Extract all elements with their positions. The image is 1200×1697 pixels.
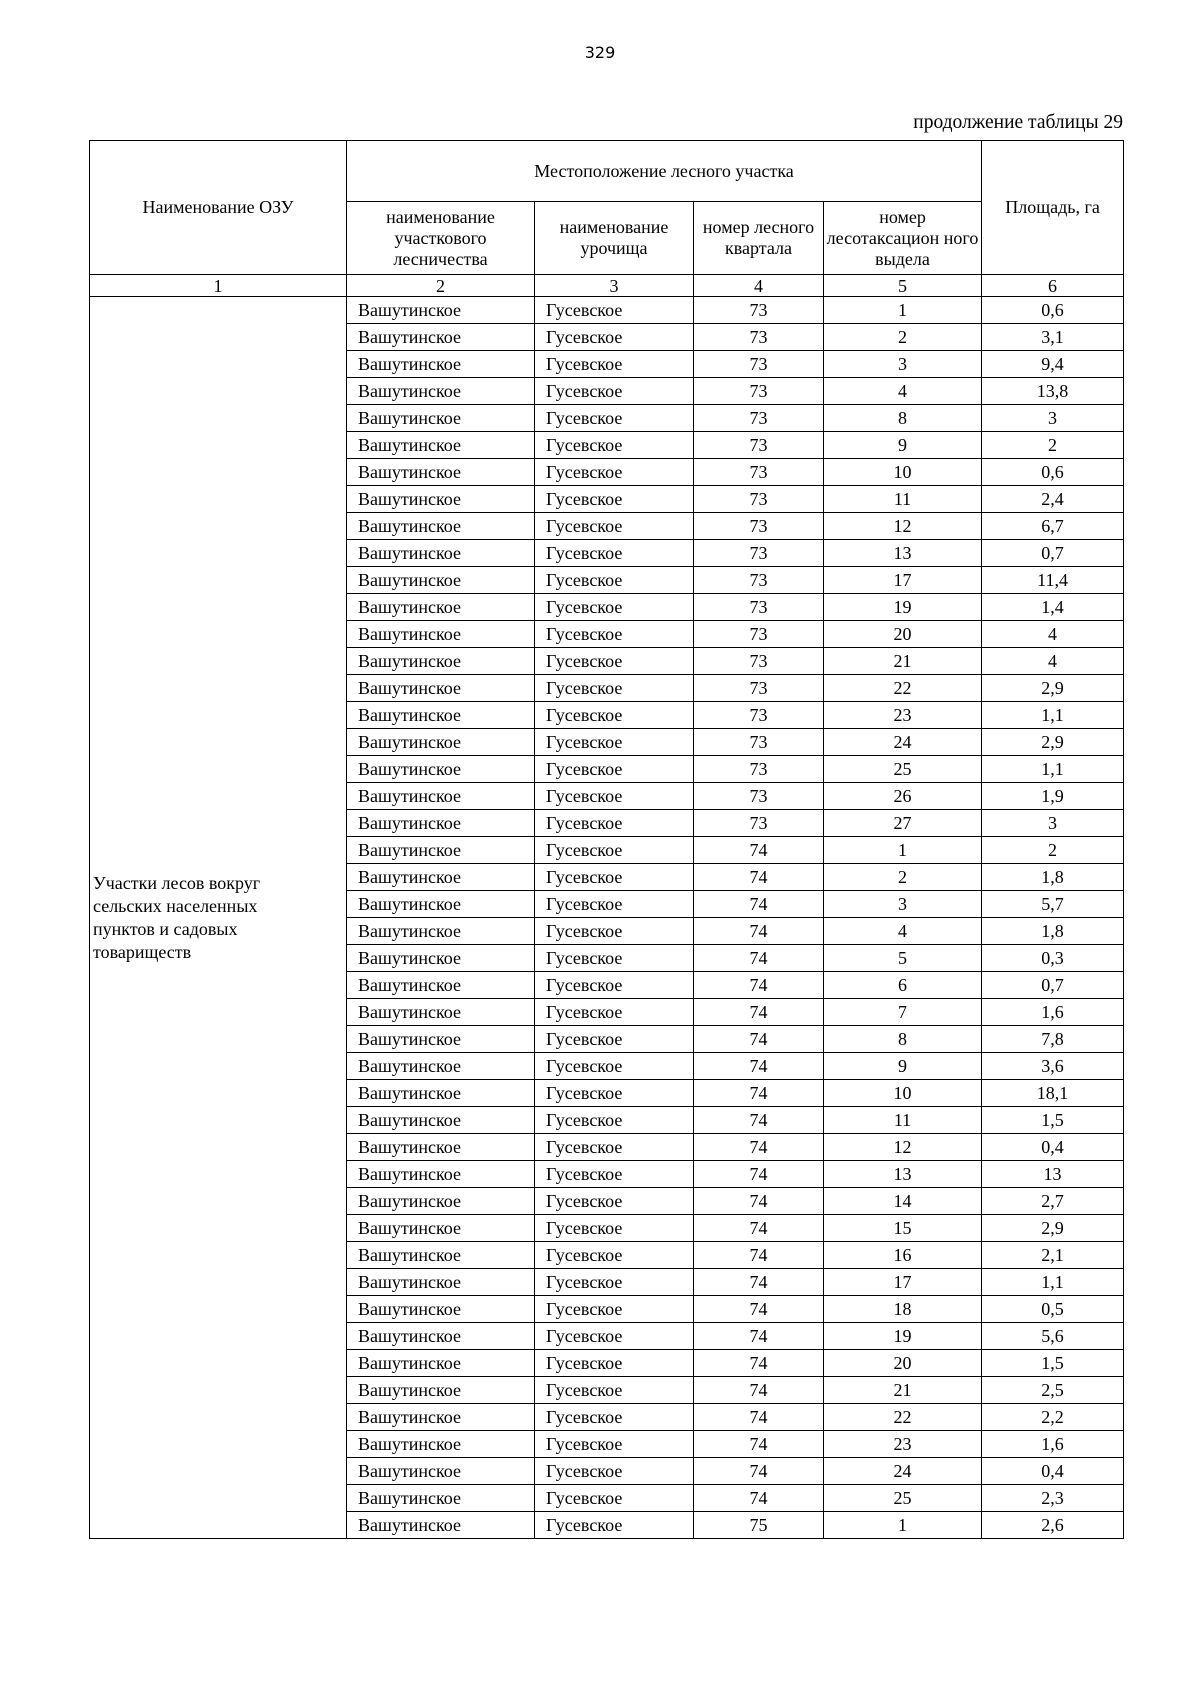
- area-cell: 3: [982, 810, 1124, 837]
- allotment-cell: 13: [824, 1161, 982, 1188]
- forestry-cell: Вашутинское: [347, 567, 535, 594]
- header-quarter: номер лесного квартала: [694, 202, 824, 275]
- tract-cell: Гусевское: [535, 1242, 694, 1269]
- quarter-cell: 73: [694, 729, 824, 756]
- tract-cell: Гусевское: [535, 1053, 694, 1080]
- quarter-cell: 73: [694, 567, 824, 594]
- quarter-cell: 74: [694, 1242, 824, 1269]
- forestry-cell: Вашутинское: [347, 1512, 535, 1539]
- allotment-cell: 10: [824, 459, 982, 486]
- allotment-cell: 24: [824, 729, 982, 756]
- area-cell: 0,6: [982, 459, 1124, 486]
- tract-cell: Гусевское: [535, 810, 694, 837]
- forestry-cell: Вашутинское: [347, 945, 535, 972]
- column-number: 2: [347, 275, 535, 297]
- allotment-cell: 11: [824, 1107, 982, 1134]
- allotment-cell: 25: [824, 756, 982, 783]
- allotment-cell: 22: [824, 675, 982, 702]
- column-number: 5: [824, 275, 982, 297]
- quarter-cell: 74: [694, 1323, 824, 1350]
- tract-cell: Гусевское: [535, 945, 694, 972]
- tract-cell: Гусевское: [535, 378, 694, 405]
- forestry-cell: Вашутинское: [347, 1188, 535, 1215]
- allotment-cell: 14: [824, 1188, 982, 1215]
- forestry-cell: Вашутинское: [347, 621, 535, 648]
- allotment-cell: 20: [824, 1350, 982, 1377]
- area-cell: 1,5: [982, 1350, 1124, 1377]
- tract-cell: Гусевское: [535, 1134, 694, 1161]
- area-cell: 2,9: [982, 729, 1124, 756]
- allotment-cell: 3: [824, 351, 982, 378]
- tract-cell: Гусевское: [535, 1404, 694, 1431]
- forestry-cell: Вашутинское: [347, 1296, 535, 1323]
- quarter-cell: 73: [694, 594, 824, 621]
- quarter-cell: 73: [694, 702, 824, 729]
- area-cell: 4: [982, 621, 1124, 648]
- allotment-cell: 10: [824, 1080, 982, 1107]
- allotment-cell: 9: [824, 432, 982, 459]
- forestry-cell: Вашутинское: [347, 918, 535, 945]
- quarter-cell: 74: [694, 1026, 824, 1053]
- quarter-cell: 74: [694, 1107, 824, 1134]
- tract-cell: Гусевское: [535, 459, 694, 486]
- area-cell: 1,6: [982, 1431, 1124, 1458]
- tract-cell: Гусевское: [535, 1215, 694, 1242]
- column-number: 4: [694, 275, 824, 297]
- forestry-cell: Вашутинское: [347, 405, 535, 432]
- header-tract: наименование урочища: [535, 202, 694, 275]
- quarter-cell: 74: [694, 1080, 824, 1107]
- forestry-cell: Вашутинское: [347, 972, 535, 999]
- allotment-cell: 19: [824, 1323, 982, 1350]
- area-cell: 0,3: [982, 945, 1124, 972]
- allotment-cell: 23: [824, 1431, 982, 1458]
- quarter-cell: 74: [694, 1431, 824, 1458]
- table-continuation-caption: продолжение таблицы 29: [913, 112, 1123, 133]
- area-cell: 2,7: [982, 1188, 1124, 1215]
- allotment-cell: 1: [824, 297, 982, 324]
- allotment-cell: 8: [824, 1026, 982, 1053]
- quarter-cell: 73: [694, 405, 824, 432]
- forestry-cell: Вашутинское: [347, 351, 535, 378]
- tract-cell: Гусевское: [535, 729, 694, 756]
- tract-cell: Гусевское: [535, 1377, 694, 1404]
- area-cell: 7,8: [982, 1026, 1124, 1053]
- quarter-cell: 73: [694, 540, 824, 567]
- area-cell: 1,1: [982, 1269, 1124, 1296]
- allotment-cell: 7: [824, 999, 982, 1026]
- area-cell: 6,7: [982, 513, 1124, 540]
- area-cell: 2,5: [982, 1377, 1124, 1404]
- allotment-cell: 9: [824, 1053, 982, 1080]
- header-location: Местоположение лесного участка: [347, 141, 982, 202]
- tract-cell: Гусевское: [535, 1026, 694, 1053]
- tract-cell: Гусевское: [535, 432, 694, 459]
- quarter-cell: 74: [694, 1215, 824, 1242]
- table-body: [90, 297, 1124, 1539]
- forestry-cell: Вашутинское: [347, 837, 535, 864]
- quarter-cell: 73: [694, 756, 824, 783]
- area-cell: 2,9: [982, 675, 1124, 702]
- allotment-cell: 15: [824, 1215, 982, 1242]
- area-cell: 2,2: [982, 1404, 1124, 1431]
- tract-cell: Гусевское: [535, 621, 694, 648]
- forestry-cell: Вашутинское: [347, 756, 535, 783]
- tract-cell: Гусевское: [535, 297, 694, 324]
- quarter-cell: 74: [694, 1296, 824, 1323]
- allotment-cell: 1: [824, 837, 982, 864]
- forestry-cell: Вашутинское: [347, 1107, 535, 1134]
- tract-cell: Гусевское: [535, 1485, 694, 1512]
- quarter-cell: 74: [694, 864, 824, 891]
- quarter-cell: 73: [694, 675, 824, 702]
- forestry-cell: Вашутинское: [347, 675, 535, 702]
- quarter-cell: 74: [694, 837, 824, 864]
- area-cell: 0,4: [982, 1134, 1124, 1161]
- quarter-cell: 74: [694, 1053, 824, 1080]
- column-number: 6: [982, 275, 1124, 297]
- quarter-cell: 73: [694, 486, 824, 513]
- tract-cell: Гусевское: [535, 405, 694, 432]
- forestry-cell: Вашутинское: [347, 1215, 535, 1242]
- group-name: Участки лесов вокруг сельских населенных пунктов и садовых товариществ: [93, 872, 261, 962]
- tract-cell: Гусевское: [535, 864, 694, 891]
- allotment-cell: 2: [824, 324, 982, 351]
- allotment-cell: 6: [824, 972, 982, 999]
- quarter-cell: 73: [694, 648, 824, 675]
- allotment-cell: 4: [824, 378, 982, 405]
- page-number: 329: [584, 43, 616, 62]
- area-cell: 2: [982, 432, 1124, 459]
- tract-cell: Гусевское: [535, 918, 694, 945]
- allotment-cell: 23: [824, 702, 982, 729]
- forestry-cell: Вашутинское: [347, 594, 535, 621]
- quarter-cell: 73: [694, 351, 824, 378]
- area-cell: 18,1: [982, 1080, 1124, 1107]
- quarter-cell: 74: [694, 1377, 824, 1404]
- area-cell: 4: [982, 648, 1124, 675]
- forestry-cell: Вашутинское: [347, 1134, 535, 1161]
- allotment-cell: 1: [824, 1512, 982, 1539]
- area-cell: 3: [982, 405, 1124, 432]
- forestry-cell: Вашутинское: [347, 486, 535, 513]
- quarter-cell: 73: [694, 621, 824, 648]
- quarter-cell: 73: [694, 432, 824, 459]
- quarter-cell: 74: [694, 1458, 824, 1485]
- allotment-cell: 12: [824, 1134, 982, 1161]
- forestry-cell: Вашутинское: [347, 1269, 535, 1296]
- quarter-cell: 73: [694, 324, 824, 351]
- allotment-cell: 13: [824, 540, 982, 567]
- quarter-cell: 74: [694, 1350, 824, 1377]
- tract-cell: Гусевское: [535, 1512, 694, 1539]
- area-cell: 0,4: [982, 1458, 1124, 1485]
- area-cell: 2,1: [982, 1242, 1124, 1269]
- forestry-cell: Вашутинское: [347, 297, 535, 324]
- tract-cell: Гусевское: [535, 1107, 694, 1134]
- quarter-cell: 74: [694, 1134, 824, 1161]
- forestry-cell: Вашутинское: [347, 891, 535, 918]
- area-cell: 0,7: [982, 540, 1124, 567]
- area-cell: 0,6: [982, 297, 1124, 324]
- forestry-cell: Вашутинское: [347, 378, 535, 405]
- tract-cell: Гусевское: [535, 999, 694, 1026]
- forestry-cell: Вашутинское: [347, 783, 535, 810]
- allotment-cell: 22: [824, 1404, 982, 1431]
- area-cell: 2,9: [982, 1215, 1124, 1242]
- quarter-cell: 74: [694, 1269, 824, 1296]
- column-number: 1: [90, 275, 347, 297]
- forestry-cell: Вашутинское: [347, 1026, 535, 1053]
- tract-cell: Гусевское: [535, 1431, 694, 1458]
- group-name-cell: [90, 297, 347, 1539]
- allotment-cell: 3: [824, 891, 982, 918]
- area-cell: 2,6: [982, 1512, 1124, 1539]
- allotment-cell: 21: [824, 1377, 982, 1404]
- forestry-cell: Вашутинское: [347, 1242, 535, 1269]
- forestry-cell: Вашутинское: [347, 729, 535, 756]
- tract-cell: Гусевское: [535, 567, 694, 594]
- forestry-cell: Вашутинское: [347, 324, 535, 351]
- forestry-cell: Вашутинское: [347, 1161, 535, 1188]
- forestry-cell: Вашутинское: [347, 648, 535, 675]
- forestry-cell: Вашутинское: [347, 864, 535, 891]
- area-cell: 1,5: [982, 1107, 1124, 1134]
- allotment-cell: 25: [824, 1485, 982, 1512]
- tract-cell: Гусевское: [535, 1080, 694, 1107]
- header-forestry: наименование участкового лесничества: [347, 202, 535, 275]
- allotment-cell: 20: [824, 621, 982, 648]
- forestry-cell: Вашутинское: [347, 540, 535, 567]
- forestry-cell: Вашутинское: [347, 1404, 535, 1431]
- area-cell: 3,1: [982, 324, 1124, 351]
- tract-cell: Гусевское: [535, 1188, 694, 1215]
- forestry-cell: Вашутинское: [347, 1458, 535, 1485]
- allotment-cell: 21: [824, 648, 982, 675]
- tract-cell: Гусевское: [535, 756, 694, 783]
- header-name: Наименование ОЗУ: [90, 141, 347, 275]
- area-cell: 2,3: [982, 1485, 1124, 1512]
- area-cell: 1,8: [982, 918, 1124, 945]
- tract-cell: Гусевское: [535, 513, 694, 540]
- forestry-cell: Вашутинское: [347, 513, 535, 540]
- area-cell: 1,1: [982, 756, 1124, 783]
- quarter-cell: 73: [694, 513, 824, 540]
- quarter-cell: 74: [694, 1404, 824, 1431]
- area-cell: 2: [982, 837, 1124, 864]
- forestry-cell: Вашутинское: [347, 810, 535, 837]
- column-number-row: [90, 275, 1124, 297]
- quarter-cell: 74: [694, 972, 824, 999]
- forestry-cell: Вашутинское: [347, 1350, 535, 1377]
- forestry-cell: Вашутинское: [347, 1323, 535, 1350]
- allotment-cell: 12: [824, 513, 982, 540]
- allotment-cell: 19: [824, 594, 982, 621]
- quarter-cell: 74: [694, 891, 824, 918]
- allotment-cell: 17: [824, 567, 982, 594]
- allotment-cell: 4: [824, 918, 982, 945]
- area-cell: 11,4: [982, 567, 1124, 594]
- forestry-cell: Вашутинское: [347, 1485, 535, 1512]
- tract-cell: Гусевское: [535, 594, 694, 621]
- allotment-cell: 24: [824, 1458, 982, 1485]
- allotment-cell: 8: [824, 405, 982, 432]
- quarter-cell: 74: [694, 999, 824, 1026]
- quarter-cell: 74: [694, 1485, 824, 1512]
- header-area: Площадь, га: [982, 141, 1124, 275]
- tract-cell: Гусевское: [535, 1350, 694, 1377]
- tract-cell: Гусевское: [535, 1296, 694, 1323]
- forestry-cell: Вашутинское: [347, 1080, 535, 1107]
- forestry-cell: Вашутинское: [347, 702, 535, 729]
- area-cell: 0,5: [982, 1296, 1124, 1323]
- forestry-cell: Вашутинское: [347, 999, 535, 1026]
- tract-cell: Гусевское: [535, 675, 694, 702]
- allotment-cell: 2: [824, 864, 982, 891]
- tract-cell: Гусевское: [535, 972, 694, 999]
- quarter-cell: 73: [694, 459, 824, 486]
- tract-cell: Гусевское: [535, 351, 694, 378]
- tract-cell: Гусевское: [535, 1161, 694, 1188]
- forestry-cell: Вашутинское: [347, 1377, 535, 1404]
- area-cell: 2,4: [982, 486, 1124, 513]
- allotment-cell: 27: [824, 810, 982, 837]
- tract-cell: Гусевское: [535, 702, 694, 729]
- area-cell: 1,9: [982, 783, 1124, 810]
- quarter-cell: 73: [694, 783, 824, 810]
- quarter-cell: 73: [694, 297, 824, 324]
- quarter-cell: 74: [694, 945, 824, 972]
- area-cell: 0,7: [982, 972, 1124, 999]
- tract-cell: Гусевское: [535, 1458, 694, 1485]
- tract-cell: Гусевское: [535, 540, 694, 567]
- tract-cell: Гусевское: [535, 648, 694, 675]
- area-cell: 3,6: [982, 1053, 1124, 1080]
- quarter-cell: 74: [694, 1161, 824, 1188]
- forestry-cell: Вашутинское: [347, 1431, 535, 1458]
- tract-cell: Гусевское: [535, 486, 694, 513]
- area-cell: 1,6: [982, 999, 1124, 1026]
- header-allotment: номер лесотаксацион ного выдела: [824, 202, 982, 275]
- ozu-table: [89, 140, 1124, 1539]
- area-cell: 1,4: [982, 594, 1124, 621]
- area-cell: 1,1: [982, 702, 1124, 729]
- forestry-cell: Вашутинское: [347, 459, 535, 486]
- area-cell: 1,8: [982, 864, 1124, 891]
- tract-cell: Гусевское: [535, 891, 694, 918]
- forestry-cell: Вашутинское: [347, 432, 535, 459]
- tract-cell: Гусевское: [535, 837, 694, 864]
- area-cell: 13: [982, 1161, 1124, 1188]
- allotment-cell: 5: [824, 945, 982, 972]
- allotment-cell: 17: [824, 1269, 982, 1296]
- area-cell: 9,4: [982, 351, 1124, 378]
- area-cell: 5,6: [982, 1323, 1124, 1350]
- area-cell: 13,8: [982, 378, 1124, 405]
- quarter-cell: 73: [694, 810, 824, 837]
- quarter-cell: 74: [694, 918, 824, 945]
- quarter-cell: 75: [694, 1512, 824, 1539]
- column-number: 3: [535, 275, 694, 297]
- table-row: [90, 297, 1124, 324]
- allotment-cell: 11: [824, 486, 982, 513]
- tract-cell: Гусевское: [535, 1269, 694, 1296]
- area-cell: 5,7: [982, 891, 1124, 918]
- allotment-cell: 18: [824, 1296, 982, 1323]
- quarter-cell: 73: [694, 378, 824, 405]
- allotment-cell: 26: [824, 783, 982, 810]
- tract-cell: Гусевское: [535, 324, 694, 351]
- tract-cell: Гусевское: [535, 783, 694, 810]
- tract-cell: Гусевское: [535, 1323, 694, 1350]
- allotment-cell: 16: [824, 1242, 982, 1269]
- quarter-cell: 74: [694, 1188, 824, 1215]
- forestry-cell: Вашутинское: [347, 1053, 535, 1080]
